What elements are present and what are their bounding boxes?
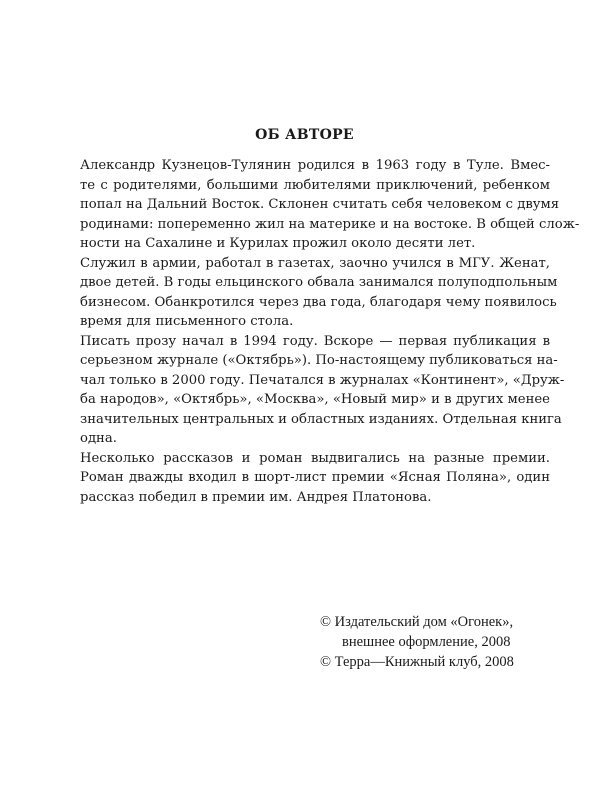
author-bio bbox=[59, 156, 580, 507]
bio-paragraph-birth bbox=[59, 156, 580, 254]
bio-paragraph-career bbox=[59, 254, 558, 332]
copyright-club: © Терра—Книжный клуб, 2008 bbox=[320, 654, 514, 670]
page-title: ОБ АВТОРЕ bbox=[255, 127, 354, 143]
text-line: двое детей. В годы ельцинского обвала занимался полуподпольным bbox=[80, 275, 558, 290]
copyright-publisher: © Издательский дом «Огонек», bbox=[320, 614, 514, 630]
text-line: Писать прозу начал в 1994 году. Вскоре — первая публикация в bbox=[80, 333, 550, 349]
text-line: чал только в 2000 году. Печатался в журналах «Континент», «Друж- bbox=[80, 372, 565, 388]
text-line: одна. bbox=[80, 431, 117, 446]
text-line: родинами: попеременно жил на материке и на востоке. В общей слож- bbox=[80, 216, 580, 232]
text-line: ба народов», «Октябрь», «Москва», «Новый мир» и в других менее bbox=[80, 392, 550, 407]
text-line: попал на Дальний Восток. Склонен считать себя человеком с двумя bbox=[80, 197, 560, 212]
copyright-design: внешнее оформление, 2008 bbox=[342, 634, 511, 650]
text-line: серьезном журнале («Октябрь»). По-настоящему публиковаться на- bbox=[80, 353, 558, 368]
bio-paragraph-writing bbox=[59, 332, 565, 449]
text-line: ности на Сахалине и Курилах прожил около десяти лет. bbox=[80, 236, 476, 251]
text-line: время для письменного стола. bbox=[80, 314, 294, 329]
text-line: рассказ победил в премии им. Андрея Платонова. bbox=[80, 489, 432, 505]
text-line: бизнесом. Обанкротился через два года, благодаря чему появилось bbox=[80, 294, 557, 310]
text-line: Роман дважды входил в шорт-лист премии «Ясная Поляна», один bbox=[80, 470, 550, 485]
bio-paragraph-awards bbox=[59, 449, 550, 508]
text-line: те с родителями, большими любителями приключений, ребенком bbox=[80, 177, 550, 193]
text-line: Служил в армии, работал в газетах, заочно учился в МГУ. Женат, bbox=[80, 255, 550, 271]
copyright-block bbox=[320, 612, 514, 672]
text-line: Несколько рассказов и роман выдвигались на разные премии. bbox=[80, 450, 550, 466]
text-line: Александр Кузнецов-Тулянин родился в 1963 году в Туле. Вмес- bbox=[80, 158, 550, 173]
text-line: значительных центральных и областных изданиях. Отдельная книга bbox=[80, 411, 562, 427]
